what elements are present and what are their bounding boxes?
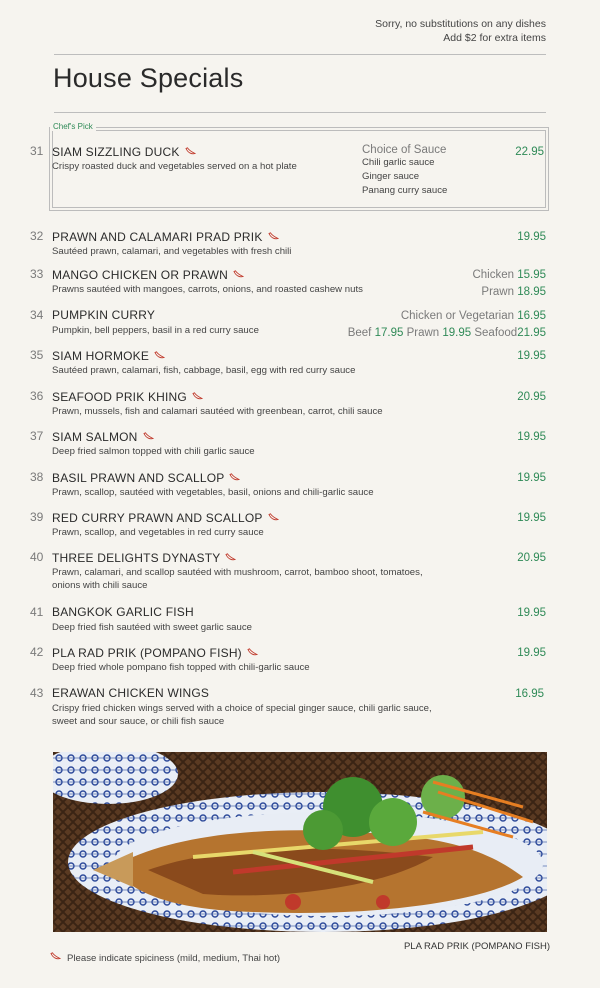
chili-pepper-icon xyxy=(268,229,279,243)
item-number: 37 xyxy=(30,429,44,443)
spiciness-note xyxy=(50,952,280,964)
item-description: Prawns sautéed with mangoes, carrots, onions, and roasted cashew nuts xyxy=(52,284,363,295)
price-label: Chicken xyxy=(472,269,515,281)
item-price: 20.95 xyxy=(517,552,546,564)
chili-pepper-icon xyxy=(247,645,258,659)
item-name: SIAM HORMOKE xyxy=(52,348,165,363)
sauce-option: Ginger sauce xyxy=(362,171,420,182)
item-price-options xyxy=(472,267,546,301)
sauce-options xyxy=(362,144,447,198)
item-price: 16.95 xyxy=(515,688,544,700)
item-name: THREE DELIGHTS DYNASTY xyxy=(52,550,236,565)
chili-pepper-icon xyxy=(154,348,165,362)
item-number: 42 xyxy=(30,645,44,659)
item-number: 33 xyxy=(30,267,44,281)
item-number: 38 xyxy=(30,470,44,484)
item-name: MANGO CHICKEN OR PRAWN xyxy=(52,267,244,282)
notice xyxy=(375,17,546,45)
item-name: ERAWAN CHICKEN WINGS xyxy=(52,686,210,700)
item-description: Sautéed prawn, calamari, fish, cabbage, basil, egg with red curry sauce xyxy=(52,365,356,376)
sauce-option: Panang curry sauce xyxy=(362,185,448,196)
price-value: 19.95 xyxy=(442,327,472,339)
price-value: 16.95 xyxy=(517,310,546,322)
chili-pepper-icon xyxy=(225,550,236,564)
notice-line-1: Sorry, no substitutions on any dishes xyxy=(375,18,546,30)
top-divider xyxy=(54,54,546,55)
item-number: 43 xyxy=(30,686,44,700)
item-price: 19.95 xyxy=(517,350,546,362)
section-title: House Specials xyxy=(53,63,244,93)
dish-photo xyxy=(53,752,547,932)
photo-caption: PLA RAD PRIK (POMPANO FISH) xyxy=(403,941,550,952)
item-price: 19.95 xyxy=(517,607,546,619)
chili-pepper-icon xyxy=(229,470,240,484)
price-value: 18.95 xyxy=(517,286,546,298)
spiciness-note-text: Please indicate spiciness (mild, medium, Thai hot) xyxy=(67,953,281,964)
price-value: 15.95 xyxy=(517,269,546,281)
item-price: 20.95 xyxy=(517,391,546,403)
item-number: 32 xyxy=(30,229,44,243)
item-name: SIAM SALMON xyxy=(52,429,154,444)
item-name: PUMPKIN CURRY xyxy=(52,308,156,322)
chefs-pick-label: Chef's Pick xyxy=(50,122,96,131)
item-description: Deep fried whole pompano fish topped with chili-garlic sauce xyxy=(52,662,310,673)
item-price: 19.95 xyxy=(517,647,546,659)
price-label: Seafood xyxy=(474,327,518,339)
item-name: BANGKOK GARLIC FISH xyxy=(52,605,194,619)
item-price: 22.95 xyxy=(515,146,544,158)
chili-pepper-icon xyxy=(233,267,244,281)
item-description: Deep fried fish sautéed with sweet garlic sauce xyxy=(52,622,252,633)
item-number: 39 xyxy=(30,510,44,524)
chili-pepper-icon xyxy=(50,952,61,963)
item-number: 35 xyxy=(30,348,44,362)
price-label: Beef xyxy=(347,327,372,339)
item-number: 40 xyxy=(30,550,44,564)
notice-line-2: Add $2 for extra items xyxy=(443,32,546,44)
item-price: 19.95 xyxy=(517,512,546,524)
title-divider xyxy=(54,112,546,113)
item-description: Prawn, scallop, and vegetables in red curry sauce xyxy=(52,527,264,538)
item-description: Prawn, calamari, and scallop sautéed with mushroom, carrot, bamboo shoot, tomatoes, onions with chili sauce xyxy=(52,567,423,591)
item-description: Pumpkin, bell peppers, basil in a red curry sauce xyxy=(52,325,259,336)
sauce-heading: Choice of Sauce xyxy=(362,144,447,156)
chili-pepper-icon xyxy=(143,429,154,443)
item-price: 19.95 xyxy=(517,231,546,243)
item-description: Sautéed prawn, calamari, and vegetables with fresh chili xyxy=(52,246,292,257)
item-number: 36 xyxy=(30,389,44,403)
item-number: 41 xyxy=(30,605,44,619)
sauce-option: Chili garlic sauce xyxy=(362,157,435,168)
chili-pepper-icon xyxy=(192,389,203,403)
item-name: SIAM SIZZLING DUCK xyxy=(52,144,196,159)
item-description: Prawn, scallop, sautéed with vegetables, basil, onions and chili-garlic sauce xyxy=(52,487,374,498)
price-label: Chicken or Vegetarian xyxy=(400,310,515,322)
item-name: SEAFOOD PRIK KHING xyxy=(52,389,203,404)
price-label: Prawn xyxy=(481,286,515,298)
item-number: 34 xyxy=(30,308,44,322)
chili-pepper-icon xyxy=(268,510,279,524)
item-name: BASIL PRAWN AND SCALLOP xyxy=(52,470,240,485)
item-description: Crispy roasted duck and vegetables served on a hot plate xyxy=(52,161,297,172)
item-description: Prawn, mussels, fish and calamari sautéed with greenbean, carrot, chili sauce xyxy=(52,406,383,417)
price-value: 21.95 xyxy=(517,327,546,339)
price-value: 17.95 xyxy=(374,327,404,339)
item-description: Deep fried salmon topped with chili garlic sauce xyxy=(52,446,255,457)
price-label: Prawn xyxy=(406,327,440,339)
item-name: RED CURRY PRAWN AND SCALLOP xyxy=(52,510,279,525)
chili-pepper-icon xyxy=(185,144,196,158)
item-number: 31 xyxy=(30,144,44,158)
item-price: 19.95 xyxy=(517,431,546,443)
item-name: PLA RAD PRIK (POMPANO FISH) xyxy=(52,645,258,660)
item-price: 19.95 xyxy=(517,472,546,484)
item-price-options xyxy=(348,308,546,342)
item-name: PRAWN AND CALAMARI PRAD PRIK xyxy=(52,229,279,244)
item-description: Crispy fried chicken wings served with a choice of special ginger sauce, chili garlic sauce, sweet and sour sauce, or chili fish sauce xyxy=(52,703,432,727)
